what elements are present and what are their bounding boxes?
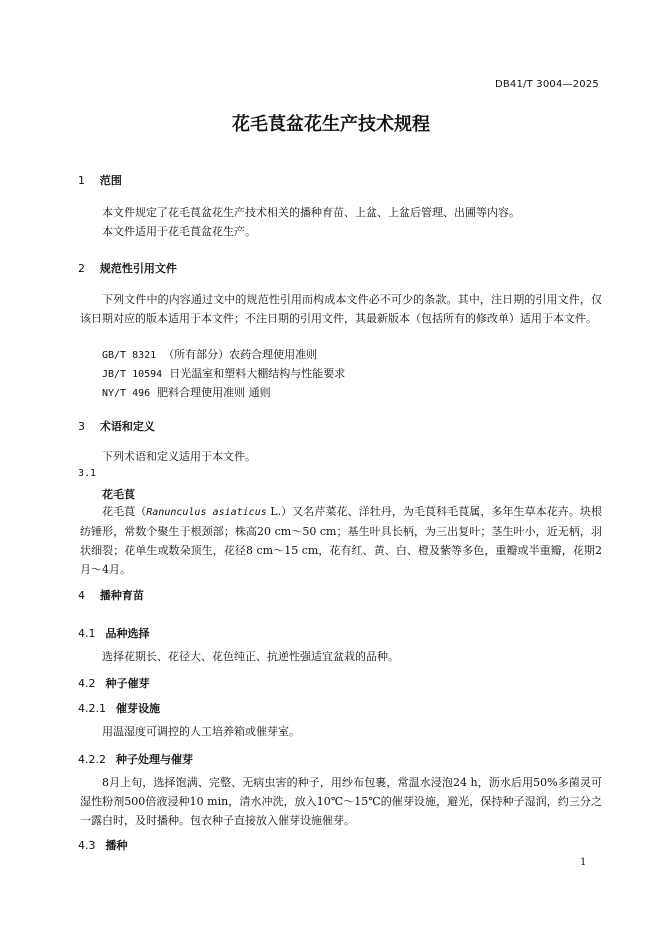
- scientific-name: Ranunculus asiaticus: [146, 507, 267, 518]
- section-title: 范围: [99, 174, 122, 187]
- section-heading-1: [78, 172, 122, 188]
- term-number: 3.1: [78, 468, 97, 479]
- reference-code: NY/T 496: [102, 388, 151, 399]
- section-title: 播种: [105, 839, 128, 852]
- paragraph: 下列文件中的内容通过文中的规范性引用而构成本文件必不可少的条款。其中，注日期的引用文件，仅该日期对应的版本适用于本文件；不注日期的引用文件，其最新版本（包括所有的修改单）适用于本文件。: [80, 293, 602, 325]
- section-number: 3: [78, 420, 85, 433]
- subsection-heading-4-2: [78, 675, 150, 691]
- section-title: 播种育苗: [99, 589, 144, 602]
- section-number: 4.1: [78, 627, 96, 640]
- reference-title: 日光温室和塑料大棚结构与性能要求: [169, 367, 346, 380]
- section-number: 4.3: [78, 839, 96, 852]
- section-heading-3: [78, 418, 155, 434]
- paragraph: 8月上旬，选择饱满、完整、无病虫害的种子，用纱布包裹，常温水浸泡24 h，沥水后用50%多菌灵可湿性粉剂500倍液浸种10 min，清水冲洗，放入10℃～15℃的催芽设施，避光，保持种子湿润，约三分之一露白时，及时播种。包衣种子直接放入催芽设施催芽。: [80, 776, 602, 827]
- reference-item: [102, 383, 271, 403]
- reference-code: JB/T 10594: [102, 369, 163, 380]
- reference-item: [102, 364, 345, 384]
- term-definition: [80, 502, 602, 579]
- section-heading-4: [78, 587, 144, 603]
- subsection-heading-4-1: [78, 625, 150, 641]
- reference-title: （所有部分）农药合理使用准则: [163, 348, 318, 361]
- section-title: 品种选择: [105, 627, 150, 640]
- reference-code: GB/T 8321: [102, 350, 157, 361]
- section-title: 术语和定义: [99, 420, 155, 433]
- term-name: 花毛茛: [102, 488, 135, 501]
- paragraph: 本文件规定了花毛茛盆花生产技术相关的播种育苗、上盆、上盆后管理、出圃等内容。: [102, 206, 520, 219]
- definition-text: L.）又名芹菜花、洋牡丹，为毛茛科毛茛属，多年生草本花卉。块根纺锤形，常数个聚生于根颈部；株高20 cm～50 cm；基生叶具长柄，为三出复叶；茎生叶小，近无柄，羽状细裂；花单生或数朵顶生，花径8 cm～15 cm，花有红、黄、白、橙及紫等多色，重瓣或半重瓣，花期2月～4月。: [80, 505, 603, 576]
- section-number: 1: [78, 174, 85, 187]
- definition-text: 花毛茛（: [102, 505, 147, 518]
- paragraph: 选择花期长、花径大、花色纯正、抗逆性强适宜盆栽的品种。: [102, 650, 399, 663]
- section-number: 4: [78, 589, 85, 602]
- section-number: 4.2.2: [78, 753, 106, 766]
- section-title: 规范性引用文件: [99, 262, 177, 275]
- page-title: 花毛茛盆花生产技术规程: [232, 114, 430, 135]
- subsection-heading-4-2-2: [78, 751, 193, 767]
- section-number: 2: [78, 262, 85, 275]
- paragraph: 下列术语和定义适用于本文件。: [102, 450, 256, 463]
- document-number: DB41/T 3004—2025: [494, 79, 599, 90]
- reference-title: 肥料合理使用准则 通则: [157, 386, 271, 399]
- subsection-heading-4-2-1: [78, 700, 160, 716]
- section-heading-2: [78, 260, 177, 276]
- paragraph: 用温湿度可调控的人工培养箱或催芽室。: [102, 725, 300, 738]
- page-number: 1: [580, 857, 587, 868]
- reference-item: [102, 345, 317, 365]
- section-number: 4.2: [78, 677, 96, 690]
- section-title: 催芽设施: [116, 702, 160, 715]
- section-number: 4.2.1: [78, 702, 106, 715]
- section-title: 种子催芽: [105, 677, 150, 690]
- paragraph: 本文件适用于花毛茛盆花生产。: [102, 225, 256, 238]
- subsection-heading-4-3: [78, 837, 128, 853]
- section-title: 种子处理与催芽: [116, 753, 193, 766]
